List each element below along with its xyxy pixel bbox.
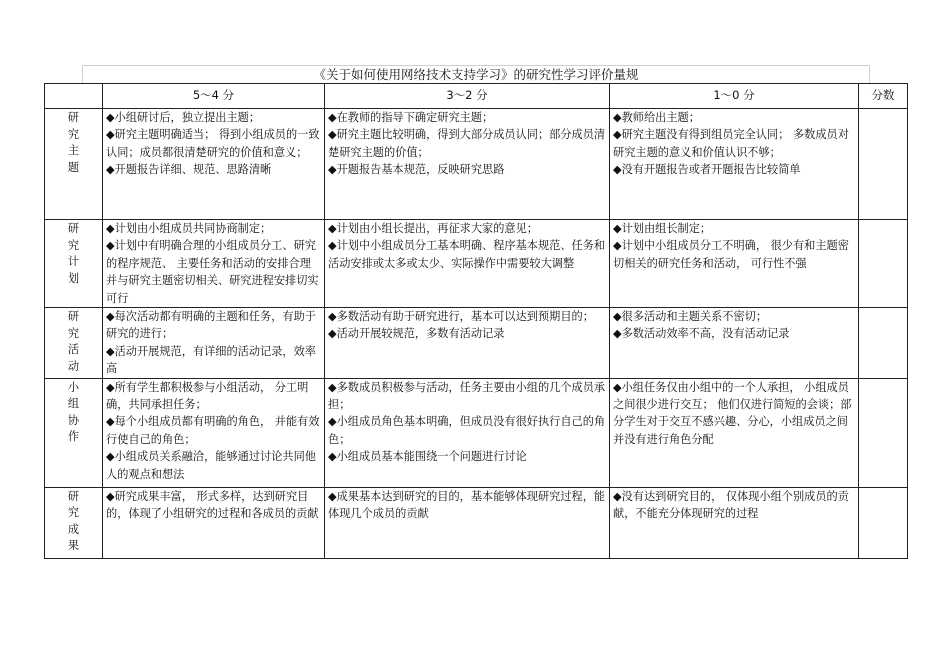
- criterion-label: [45, 378, 103, 487]
- score-cell[interactable]: [859, 487, 908, 558]
- header-level-mid: 3～2 分: [325, 84, 610, 109]
- criterion-item: ◆研究主题没有得到组员完全认同； 多数成员对研究主题的意义和价值认识不够；: [613, 128, 849, 159]
- criterion-low-cell: [610, 487, 859, 558]
- criterion-high-cell: [103, 308, 325, 379]
- criterion-item: ◆小组研讨后，独立提出主题；: [106, 111, 261, 124]
- criterion-low-cell: [610, 378, 859, 487]
- criterion-low-cell: [610, 220, 859, 308]
- criterion-item: ◆多数活动效率不高，没有活动记录: [613, 327, 790, 341]
- criterion-item: ◆教师给出主题；: [613, 111, 700, 124]
- criterion-item: ◆计划由小组成员共同协商制定；: [106, 222, 272, 235]
- header-score: 分数: [859, 84, 908, 109]
- criterion-high-cell: [103, 487, 325, 558]
- criterion-low-cell: [610, 109, 859, 220]
- criterion-item: ◆研究主题比较明确，得到大部分成员认同；部分成员清楚研究主题的价值；: [328, 128, 606, 159]
- criterion-mid-cell: [325, 378, 610, 487]
- criterion-item: ◆计划中小组成员分工基本明确、程序基本规范、任务和活动安排或太多或太少、实际操作中需要较大调整: [328, 239, 606, 270]
- score-cell[interactable]: [859, 308, 908, 379]
- criterion-item: ◆计划由小组长提出，再征求大家的意见；: [328, 222, 538, 235]
- criterion-item: ◆计划中有明确合理的小组成员分工、研究的程序规范、 主要任务和活动的安排合理并与研究主题密切相关、研究进程安排切实可行: [106, 239, 319, 305]
- criterion-label: [45, 308, 103, 379]
- criterion-item: ◆研究成果丰富， 形式多样，达到研究目的，体现了小组研究的过程和各成员的贡献: [106, 489, 319, 521]
- rubric-row: [45, 220, 908, 308]
- criterion-item: ◆每个小组成员都有明确的角色， 并能有效行使自己的角色；: [106, 415, 320, 446]
- criterion-item: ◆活动开展规范，有详细的活动记录，效率高: [106, 344, 316, 376]
- rubric-row: [45, 109, 908, 220]
- criterion-item: ◆多数成员积极参与活动，任务主要由小组的几个成员承担；: [328, 380, 606, 412]
- criterion-item: ◆小组任务仅由小组中的一个人承担， 小组成员之间很少进行交互； 他们仅进行简短的会谈；部分学生对于交互不感兴趣、分心，小组成员之间并没有进行角色分配: [613, 380, 852, 446]
- criterion-mid-cell: [325, 487, 610, 558]
- header-level-low: 1～0 分: [610, 84, 859, 109]
- rubric-row: [45, 308, 908, 379]
- criterion-item: ◆研究主题明确适当； 得到小组成员的一致认同；成员都很清楚研究的价值和意义；: [106, 128, 320, 159]
- header-row: [45, 84, 908, 109]
- criterion-item: ◆小组成员关系融洽，能够通过讨论共同他人的观点和想法: [106, 450, 316, 481]
- rubric-row: [45, 487, 908, 558]
- rubric-title: 《关于如何使用网络技术支持学习》的研究性学习评价量规: [82, 65, 870, 84]
- criterion-high-cell: [103, 109, 325, 220]
- criterion-high-cell: [103, 378, 325, 487]
- criterion-mid-cell: [325, 308, 610, 379]
- criterion-item: ◆每次活动都有明确的主题和任务，有助于研究的进行；: [106, 310, 316, 341]
- criterion-item: ◆计划由组长制定；: [613, 222, 712, 235]
- criterion-item: ◆计划中小组成员分工不明确， 很少有和主题密切相关的研究任务和活动， 可行性不强: [613, 239, 849, 270]
- criterion-item: ◆小组成员基本能围绕一个问题进行讨论: [328, 450, 527, 464]
- criterion-item: ◆没有开题报告或者开题报告比较简单: [613, 163, 801, 177]
- criterion-item: ◆开题报告基本规范，反映研究思路: [328, 163, 505, 177]
- criterion-item: ◆成果基本达到研究的目的，基本能够体现研究过程，能体现几个成员的贡献: [328, 489, 606, 521]
- criterion-label: [45, 220, 103, 308]
- criterion-label: [45, 109, 103, 220]
- header-criteria: [45, 84, 103, 109]
- criterion-label: [45, 487, 103, 558]
- criterion-label-text: 研究成果: [67, 489, 80, 553]
- criterion-item: ◆没有达到研究目的， 仅体现小组个别成员的贡献，不能充分体现研究的过程: [613, 489, 849, 521]
- criterion-low-cell: [610, 308, 859, 379]
- score-cell[interactable]: [859, 220, 908, 308]
- criterion-label-text: 研究计划: [67, 222, 80, 285]
- header-level-high: 5～4 分: [103, 84, 325, 109]
- criterion-item: ◆小组成员角色基本明确，但成员没有很好执行自己的角色；: [328, 415, 606, 446]
- criterion-label-text: 小组协作: [67, 380, 80, 444]
- rubric-table: [44, 83, 908, 559]
- criterion-item: ◆开题报告详细、规范、思路清晰: [106, 163, 272, 177]
- criterion-item: ◆所有学生都积极参与小组活动， 分工明确，共同承担任务；: [106, 380, 309, 412]
- criterion-item: ◆在教师的指导下确定研究主题；: [328, 111, 494, 124]
- score-cell[interactable]: [859, 109, 908, 220]
- criterion-label-text: 研究活动: [67, 310, 80, 373]
- criterion-mid-cell: [325, 220, 610, 308]
- rubric-row: [45, 378, 908, 487]
- criterion-item: ◆活动开展较规范，多数有活动记录: [328, 327, 505, 341]
- criterion-label-text: 研究主题: [67, 111, 80, 174]
- criterion-mid-cell: [325, 109, 610, 220]
- criterion-high-cell: [103, 220, 325, 308]
- criterion-item: ◆多数活动有助于研究进行，基本可以达到预期目的；: [328, 310, 594, 324]
- criterion-item: ◆很多活动和主题关系不密切；: [613, 310, 768, 324]
- score-cell[interactable]: [859, 378, 908, 487]
